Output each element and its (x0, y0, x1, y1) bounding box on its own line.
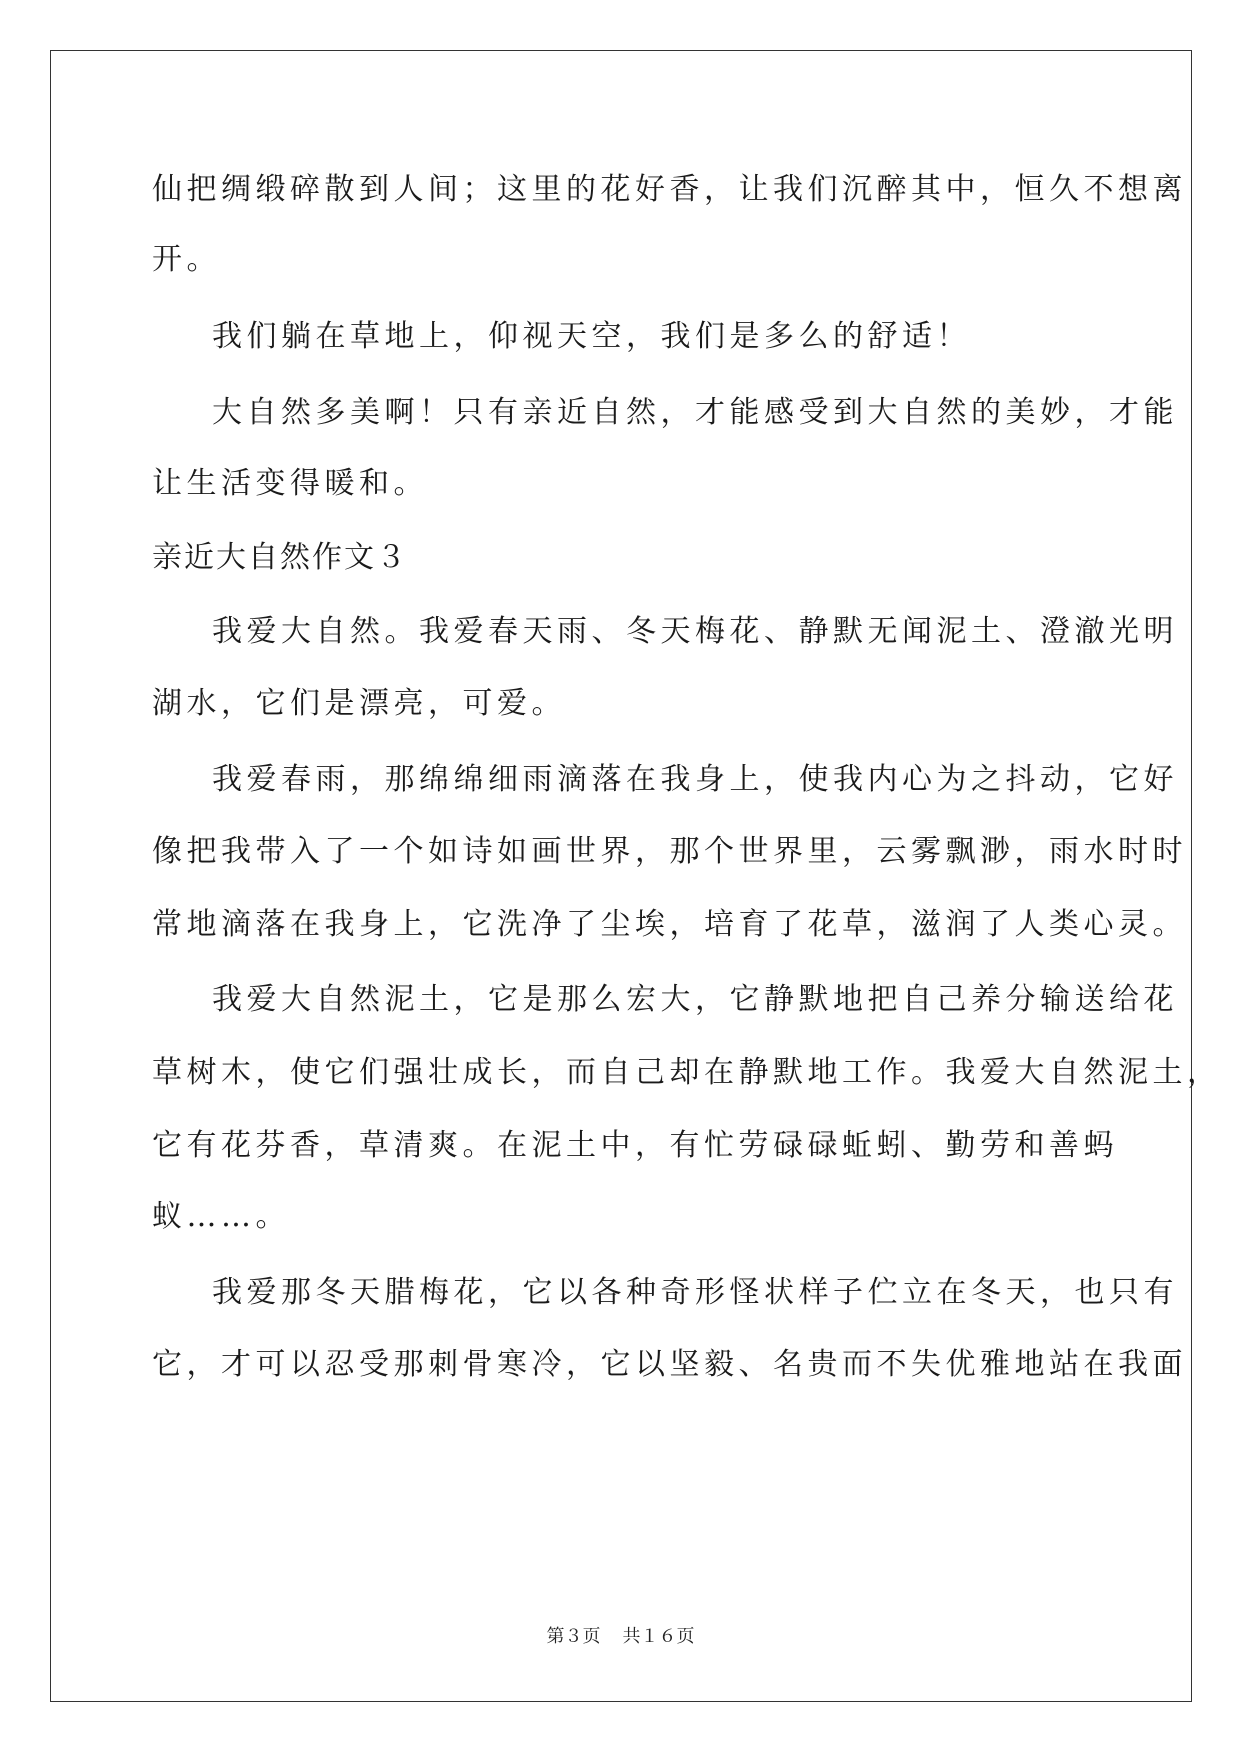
page-total: 共１６页 (622, 1626, 695, 1647)
page-border (50, 50, 1192, 1702)
page-number: 第３页 (546, 1626, 601, 1647)
section-heading: 亲近大自然作文３ (152, 540, 408, 575)
text-line: 仙把绸缎碎散到人间；这里的花好香，让我们沉醉其中，恒久不想离 (152, 172, 1187, 207)
text-line: 它，才可以忍受那刺骨寒冷，它以坚毅、名贵而不失优雅地站在我面 (152, 1347, 1187, 1382)
text-line: 它有花芬香，草清爽。在泥土中，有忙劳碌碌蚯蚓、勤劳和善蚂 (152, 1128, 1118, 1163)
paragraph-start: 我们躺在草地上，仰视天空，我们是多么的舒适！ (212, 319, 971, 354)
paragraph-start: 我爱春雨，那绵绵细雨滴落在我身上，使我内心为之抖动，它好 (212, 762, 1178, 797)
paragraph-start: 大自然多美啊！只有亲近自然，才能感受到大自然的美妙，才能 (212, 395, 1178, 430)
paragraph-start: 我爱大自然。我爱春天雨、冬天梅花、静默无闻泥土、澄澈光明 (212, 614, 1178, 649)
text-line: 草树木，使它们强壮成长，而自己却在静默地工作。我爱大自然泥土， (152, 1055, 1222, 1090)
text-line: 常地滴落在我身上，它洗净了尘埃，培育了花草，滋润了人类心灵。 (152, 907, 1187, 942)
text-line: 蚁……。 (152, 1199, 290, 1234)
page-footer (0, 1625, 1241, 1649)
text-line: 让生活变得暖和。 (152, 466, 428, 501)
paragraph-start: 我爱大自然泥土，它是那么宏大，它静默地把自己养分输送给花 (212, 982, 1178, 1017)
text-line: 开。 (152, 242, 221, 277)
text-line: 湖水，它们是漂亮，可爱。 (152, 686, 566, 721)
text-line: 像把我带入了一个如诗如画世界，那个世界里，云雾飘渺，雨水时时 (152, 834, 1187, 869)
paragraph-start: 我爱那冬天腊梅花，它以各种奇形怪状样子伫立在冬天，也只有 (212, 1275, 1178, 1310)
